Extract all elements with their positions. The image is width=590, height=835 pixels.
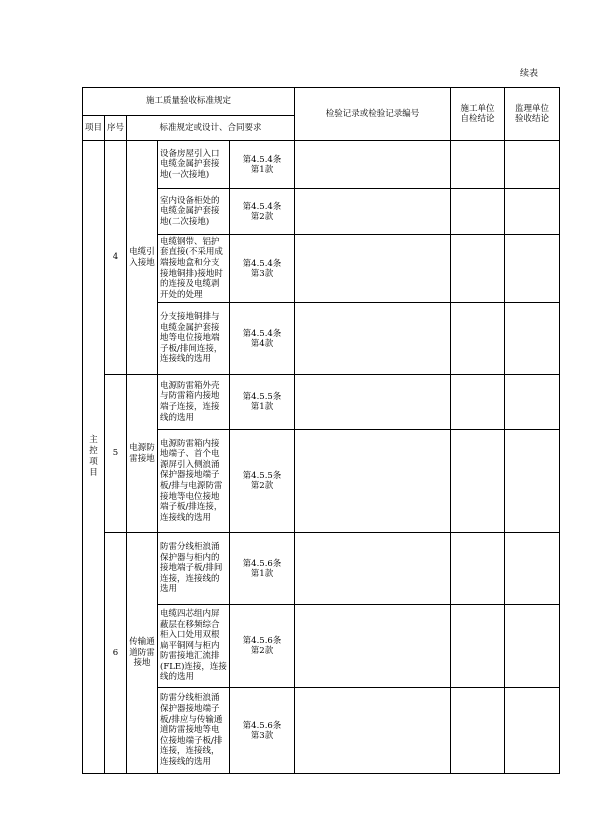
- clause-line-1: 第4.5.5条: [242, 471, 282, 481]
- record-cell[interactable]: [295, 430, 451, 533]
- supervisor-column-header: [505, 88, 560, 141]
- record-cell[interactable]: [295, 303, 451, 375]
- supervisor-result-cell[interactable]: [505, 141, 560, 189]
- group-seq: 4: [105, 141, 127, 375]
- record-column-header: 检验记录或检验记录编号: [295, 88, 451, 141]
- record-cell[interactable]: [295, 375, 451, 430]
- clause-line-1: 第4.5.6条: [242, 636, 282, 646]
- clause-line-2: 第1款: [250, 568, 274, 579]
- group-seq: 5: [105, 375, 127, 533]
- continued-label: 续表: [520, 69, 539, 79]
- contractor-result-cell[interactable]: [451, 430, 505, 533]
- clause-line-1: 第4.5.4条: [242, 154, 282, 165]
- inspection-table: [82, 87, 560, 774]
- requirement-column-header: 标准规定或设计、合同要求: [127, 116, 295, 141]
- clause-line-1: 第4.5.6条: [242, 558, 282, 569]
- contractor-result-cell[interactable]: [451, 303, 505, 375]
- clause-line-2: 第2款: [250, 646, 274, 656]
- contractor-result-cell[interactable]: [451, 375, 505, 430]
- standard-group-header: 施工质量验收标准规定: [83, 88, 295, 116]
- clause-line-1: 第4.5.5条: [242, 392, 282, 402]
- supervisor-result-cell[interactable]: [505, 533, 560, 605]
- clause-line-1: 第4.5.4条: [242, 201, 282, 212]
- category-cell: [83, 141, 105, 774]
- group-name: 电缆引入接地: [127, 141, 158, 375]
- clause-line-1: 第4.5.4条: [242, 328, 282, 339]
- clause-ref: [230, 189, 295, 235]
- supervisor-result-cell[interactable]: [505, 605, 560, 688]
- requirement-desc: 室内设备柜处的电缆金属护套接地(二次接地): [158, 189, 230, 235]
- item-column-header: 项目: [83, 116, 105, 141]
- supervisor-result-cell[interactable]: [505, 430, 560, 533]
- supervisor-header-line-1: 监理单位: [514, 103, 549, 114]
- contractor-result-cell[interactable]: [451, 235, 505, 303]
- supervisor-result-cell[interactable]: [505, 303, 560, 375]
- clause-line-1: 第4.5.4条: [242, 258, 282, 269]
- clause-ref: [230, 533, 295, 605]
- seq-column-header: 序号: [105, 116, 127, 141]
- requirement-desc: 电缆四芯组内屏蔽层在移频综合柜入口处用双根扁平铜网与柜内防雷接地汇流排(FLE)连接，连接线的选用: [158, 605, 230, 688]
- supervisor-result-cell[interactable]: [505, 189, 560, 235]
- contractor-header-line-1: 施工单位: [460, 103, 495, 114]
- clause-line-2: 第1款: [250, 402, 274, 412]
- clause-line-2: 第2款: [250, 481, 274, 491]
- clause-line-1: 第4.5.6条: [242, 720, 282, 731]
- clause-ref: [230, 141, 295, 189]
- clause-ref: [230, 375, 295, 430]
- supervisor-result-cell[interactable]: [505, 375, 560, 430]
- contractor-result-cell[interactable]: [451, 141, 505, 189]
- clause-line-2: 第2款: [250, 211, 274, 222]
- contractor-result-cell[interactable]: [451, 189, 505, 235]
- clause-ref: [230, 430, 295, 533]
- clause-ref: [230, 303, 295, 375]
- requirement-desc: 电缆钢带、铝护套直接(不采用成端接地盒和分支接地铜排)接地时的连接及电缆剥开处的处理: [158, 235, 230, 303]
- clause-line-2: 第3款: [250, 268, 274, 279]
- requirement-desc: 防雷分线柜浪涌保护器与柜内的接地端子板/排间连接，连接线的选用: [158, 533, 230, 605]
- contractor-header-line-2: 自检结论: [460, 114, 495, 124]
- requirement-desc: 电源防雷箱内接地端子、首个电源屏引入侧浪涌保护器接地端子板/排与电源防雷接地等电位接地端子板/排连接，连接线的选用: [158, 430, 230, 533]
- supervisor-result-cell[interactable]: [505, 235, 560, 303]
- requirement-desc: 分支接地铜排与电缆金属护套接地等电位接地端子板/排间连接，连接线的选用: [158, 303, 230, 375]
- record-cell[interactable]: [295, 141, 451, 189]
- contractor-result-cell[interactable]: [451, 533, 505, 605]
- record-cell[interactable]: [295, 688, 451, 774]
- record-cell[interactable]: [295, 235, 451, 303]
- category-label: 主控项目: [89, 435, 98, 478]
- record-cell[interactable]: [295, 533, 451, 605]
- supervisor-result-cell[interactable]: [505, 688, 560, 774]
- record-cell[interactable]: [295, 189, 451, 235]
- group-seq: 6: [105, 533, 127, 774]
- contractor-column-header: [451, 88, 505, 141]
- clause-ref: [230, 235, 295, 303]
- requirement-desc: 电源防雷箱外壳与防雷箱内接地端子连接，连接线的选用: [158, 375, 230, 430]
- group-name: 电源防雷接地: [127, 375, 158, 533]
- clause-line-2: 第4款: [250, 338, 274, 349]
- requirement-desc: 设备房屋引入口电缆金属护套接地(一次接地): [158, 141, 230, 189]
- clause-ref: [230, 688, 295, 774]
- clause-ref: [230, 605, 295, 688]
- group-name: 传输通道防雷接地: [127, 533, 158, 774]
- requirement-desc: 防雷分线柜浪涌保护器接地端子板/排应与传输通道防雷接地等电位接地端子板/排连接，连接线，连接线的选用: [158, 688, 230, 774]
- contractor-result-cell[interactable]: [451, 605, 505, 688]
- supervisor-header-line-2: 验收结论: [514, 114, 549, 124]
- contractor-result-cell[interactable]: [451, 688, 505, 774]
- record-cell[interactable]: [295, 605, 451, 688]
- clause-line-2: 第3款: [250, 730, 274, 741]
- clause-line-2: 第1款: [250, 164, 274, 175]
